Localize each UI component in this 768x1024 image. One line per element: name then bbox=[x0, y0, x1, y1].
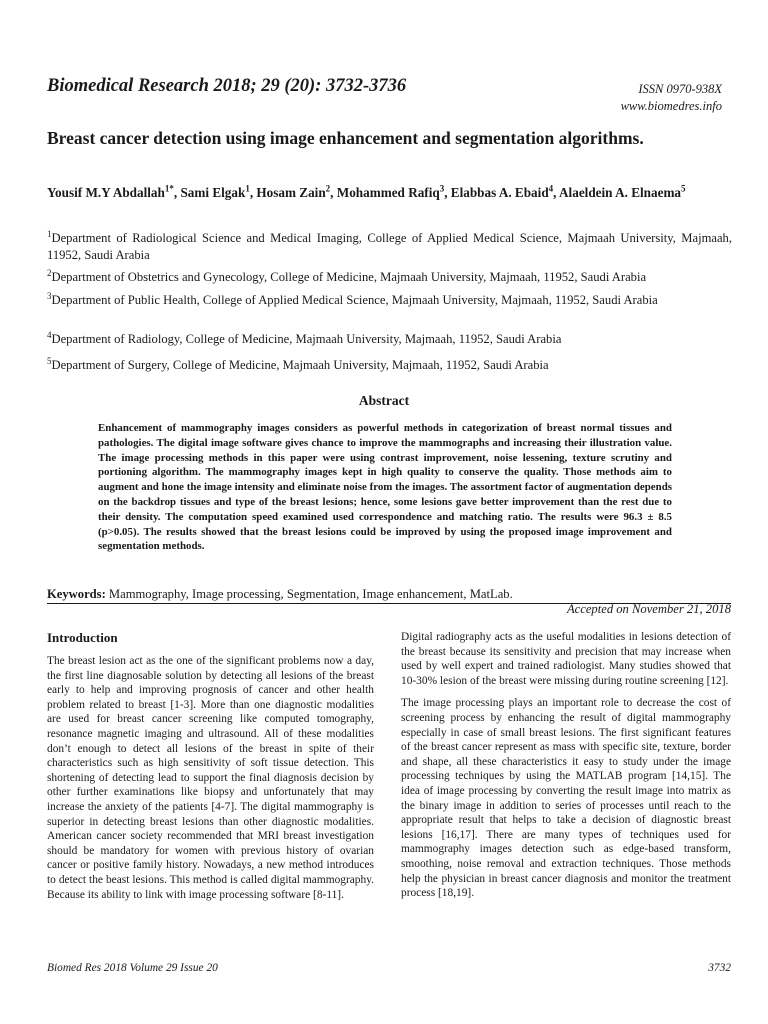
page-number: 3732 bbox=[708, 962, 731, 974]
intro-paragraph-3: The image processing plays an important role to decrease the cost of screening process by enhancing the result of digital mammography especially in case of small breast lesions. The first significant features of the breast cancer represent as mass with specific site, texture, border and shape, all these characteristics it easy to study under the image processing techniques by using the MATLAB program [14,15]. The idea of image processing by converting the result image into matrix as the binary image in addition to series of processes until reach to the appropriate result that helps to take a decision of diagnostic breast lesions [16,17]. There are many types of techniques used for mammography images detection such as edge-based transform, smoothing, noise removal and extraction techniques. Those methods help the physician in breast cancer diagnosis and monitor the treatment process [18,19]. bbox=[401, 697, 731, 900]
section-heading-introduction: Introduction bbox=[47, 630, 118, 645]
abstract-heading: Abstract bbox=[358, 393, 410, 408]
issn: ISSN 0970-938X bbox=[638, 82, 722, 96]
journal-title: Biomedical Research 2018; 29 (20): 3732-3736 bbox=[47, 76, 407, 96]
author: Alaeldein A. Elnaema$^5$ bbox=[559, 183, 686, 200]
author-list bbox=[47, 184, 732, 202]
issn-block bbox=[621, 81, 722, 115]
paper-title: Breast cancer detection using image enhancement and segmentation algorithms. bbox=[47, 128, 644, 148]
intro-paragraph-1: The breast lesion act as the one of the significant problems now a day, the first line diagnosable solution by detecting all lesions of the breast early to help and improving prognosis of cancer and other health problem related to breast [1-3]. More than one diagnostic modalities are used for breast cancer screening like computed tomography, resonance magnetic imaging and ultrasound. All of these modalities don’t enough to detect all lesions of the breast in spite of their characteristics such as high sensitivity of soft tissue detection. This shortening of detecting lead to support the final diagnosis decision by other further examinations like biopsy and unfortunately that may increase the anxiety of the patients [4-7]. The digital mammography is superior in detecting breast lesions than other diagnostic modalities. American cancer society recommended that MRI breast investigation should be mandatory for women with previous history of ovarian cancer or positive family history. Nowadays, a new method introduces to detect the beast lesions. This method is called digital mammography. Because its ability to link with image processing software [8-11]. bbox=[47, 655, 374, 901]
author: Hosam Zain$^2$, bbox=[256, 183, 337, 200]
affiliation-5: $^5$Department of Surgery, College of Medicine, Majmaah University, Majmaah, 11952, Saudi Arabia bbox=[47, 355, 549, 372]
affiliation-4: $^4$Department of Radiology, College of Medicine, Majmaah University, Majmaah, 11952, Saudi Arabia bbox=[47, 329, 562, 346]
keywords bbox=[47, 586, 732, 602]
right-column bbox=[401, 630, 731, 909]
keywords-text: Mammography, Image processing, Segmentation, Image enhancement, MatLab. bbox=[108, 587, 513, 601]
author: Yousif M.Y Abdallah$^{1*}$, bbox=[47, 183, 181, 200]
left-column bbox=[47, 630, 374, 910]
footer-citation: Biomed Res 2018 Volume 29 Issue 20 bbox=[47, 962, 218, 974]
author: Elabbas A. Ebaid$^4$, bbox=[450, 183, 560, 200]
affiliation-2: $^2$Department of Obstetrics and Gynecology, College of Medicine, Majmaah University, Majmaah, 11952, Saudi Arabia bbox=[47, 267, 647, 284]
abstract-text: Enhancement of mammography images considers as powerful methods in categorization of breast normal tissues and pathologies. The digital image software gives chance to improve the mammographs and increasing their illustration value. The image processing methods in this paper were using contrast improvement, noise lessening, texture scrutiny and portioning algorithm. The mammography images kept in high quality to conserve the quality. Those methods aim to augment and hone the image intensity and eliminate noise from the images. The assortment factor of augmentation depends on the backdrop tissues and type of the breast lesions; hence, some lesions gave better improvement than the rest due to their density. The computation speed examined used correspondence and matching ratio. The results were 96.3 ± 8.5 (p>0.05). The results showed that the breast lesions could be improved by using the proposed image improvement and segmentation methods. bbox=[98, 422, 672, 553]
affiliation-1: $^1$Department of Radiological Science and Medical Imaging, College of Applied Medical Science, Majmaah University, Majmaah, 11952, Saudi Arabia bbox=[47, 228, 732, 262]
author: Mohammed Rafiq$^3$, bbox=[336, 183, 451, 200]
author: Sami Elgak$^1$, bbox=[180, 183, 257, 200]
affiliation-3: $^3$Department of Public Health, College of Applied Medical Science, Majmaah University, Majmaah, 11952, Saudi Arabia bbox=[47, 290, 658, 307]
journal-website[interactable]: www.biomedres.info bbox=[620, 99, 722, 113]
accepted-date: Accepted on November 21, 2018 bbox=[566, 602, 731, 616]
intro-paragraph-2: Digital radiography acts as the useful modalities in lesions detection of the breast because its sensitivity and precision that may increase when used by well expert and trained radiologist. Many studies showed that 10-30% lesion of the breast were missing during routine screening [12]. bbox=[401, 631, 731, 687]
keywords-label: Keywords: bbox=[47, 587, 106, 601]
